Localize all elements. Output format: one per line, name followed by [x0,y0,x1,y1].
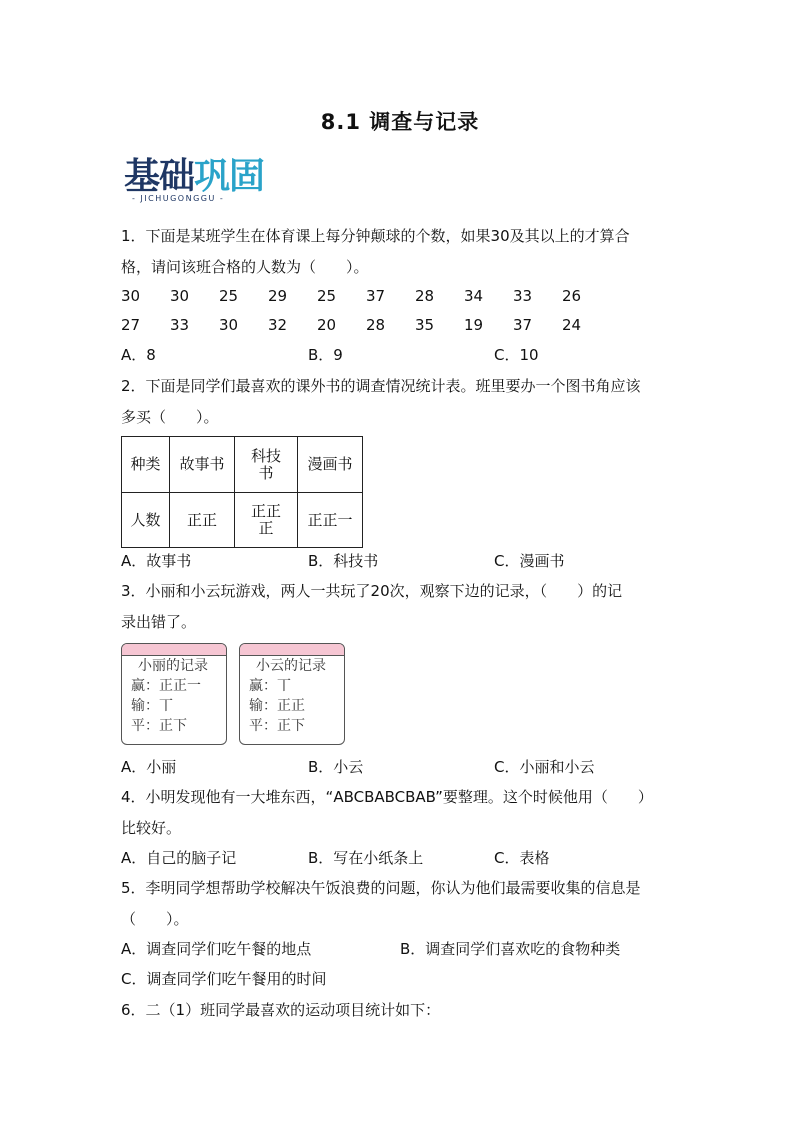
q1-option-c: C．10 [494,346,539,364]
xiaoli-record-card [121,643,227,745]
q1-text-line1: 1．下面是某班学生在体育课上每分钟颠球的个数，如果30及其以上的才算合 [121,227,630,245]
q5-text-line2: （ ）。 [121,910,189,928]
q1-data-row1 [121,287,611,305]
logo-dark-text: 基础 [124,156,195,197]
cell-line: 正 [258,519,274,537]
q4-text-line2: 比较好。 [121,819,182,837]
q3-option-c: C．小丽和小云 [494,758,595,776]
q1-value: 20 [317,316,337,334]
q1-value: 30 [121,287,141,305]
table-cell [235,493,298,548]
logo-subtitle: - JICHUGONGGU - [132,194,225,203]
page-title: 8.1 调查与记录 [320,110,480,134]
q2-text-line2: 多买（ ）。 [121,408,219,426]
logo-light-text: 巩固 [194,156,265,197]
q1-value: 29 [268,287,288,305]
q3-text-line2: 录出错了。 [121,613,197,631]
q1-value: 30 [219,316,239,334]
cell-line: 书 [258,463,274,482]
q1-value: 25 [219,287,239,305]
q1-option-a: A．8 [121,346,156,364]
q2-stats-table [121,436,363,548]
table-cell: 正正一 [298,493,363,548]
section-logo [124,158,274,208]
table-cell [235,437,298,493]
q1-value: 24 [562,316,582,334]
logo-text [124,158,274,196]
q3-text-line1: 3．小丽和小云玩游戏，两人一共玩了20次，观察下边的记录，（ ）的记 [121,582,623,600]
card-title: 小云的记录 [256,658,326,674]
card-win: 赢：正正一 [131,678,201,694]
q2-text-line1: 2．下面是同学们最喜欢的课外书的调查情况统计表。班里要办一个图书角应该 [121,377,641,395]
q2-option-b: B．科技书 [308,552,379,570]
q1-text-line2: 格，请问该班合格的人数为（ ）。 [121,258,369,276]
card-header-bar [240,644,344,656]
q1-value: 32 [268,316,288,334]
q1-value: 37 [366,287,386,305]
table-row [122,437,363,493]
q2-option-c: C．漫画书 [494,552,565,570]
q1-value: 34 [464,287,484,305]
q1-value: 33 [513,287,533,305]
q1-value: 33 [170,316,190,334]
q1-value: 28 [366,316,386,334]
q1-option-b: B．9 [308,346,343,364]
q6-text-line1: 6．二（1）班同学最喜欢的运动项目统计如下： [121,1001,441,1019]
xiaoyun-record-card [239,643,345,745]
card-lose: 输：正正 [249,698,305,714]
q1-data-row2 [121,316,611,334]
table-cell: 种类 [122,437,170,493]
q4-option-a: A．自己的脑子记 [121,849,237,867]
card-draw: 平：正下 [249,718,305,734]
table-cell: 正正 [170,493,235,548]
q5-option-a: A．调查同学们吃午餐的地点 [121,940,312,958]
q1-value: 19 [464,316,484,334]
card-title: 小丽的记录 [138,658,208,674]
table-cell: 人数 [122,493,170,548]
table-row [122,493,363,548]
q4-option-c: C．表格 [494,849,550,867]
card-lose: 输：丅 [131,698,173,714]
q1-value: 27 [121,316,141,334]
q3-option-b: B．小云 [308,758,364,776]
q4-text-line1: 4．小明发现他有一大堆东西，“ABCBABCBAB”要整理。这个时候他用（ ） [121,788,653,806]
cell-line: 科技 [250,446,281,465]
q5-option-b: B．调查同学们喜欢吃的食物种类 [400,940,621,958]
q1-value: 26 [562,287,582,305]
q1-value: 35 [415,316,435,334]
cell-line: 正正 [250,502,281,520]
q1-value: 28 [415,287,435,305]
card-header-bar [122,644,226,656]
table-cell: 漫画书 [298,437,363,493]
q3-option-a: A．小丽 [121,758,177,776]
q1-value: 25 [317,287,337,305]
q2-option-a: A．故事书 [121,552,192,570]
q5-text-line1: 5．李明同学想帮助学校解决午饭浪费的问题，你认为他们最需要收集的信息是 [121,879,641,897]
card-draw: 平：正下 [131,718,187,734]
q4-option-b: B．写在小纸条上 [308,849,424,867]
q5-option-c: C．调查同学们吃午餐用的时间 [121,970,327,988]
card-win: 赢：丅 [249,678,291,694]
q1-value: 37 [513,316,533,334]
table-cell: 故事书 [170,437,235,493]
q1-value: 30 [170,287,190,305]
